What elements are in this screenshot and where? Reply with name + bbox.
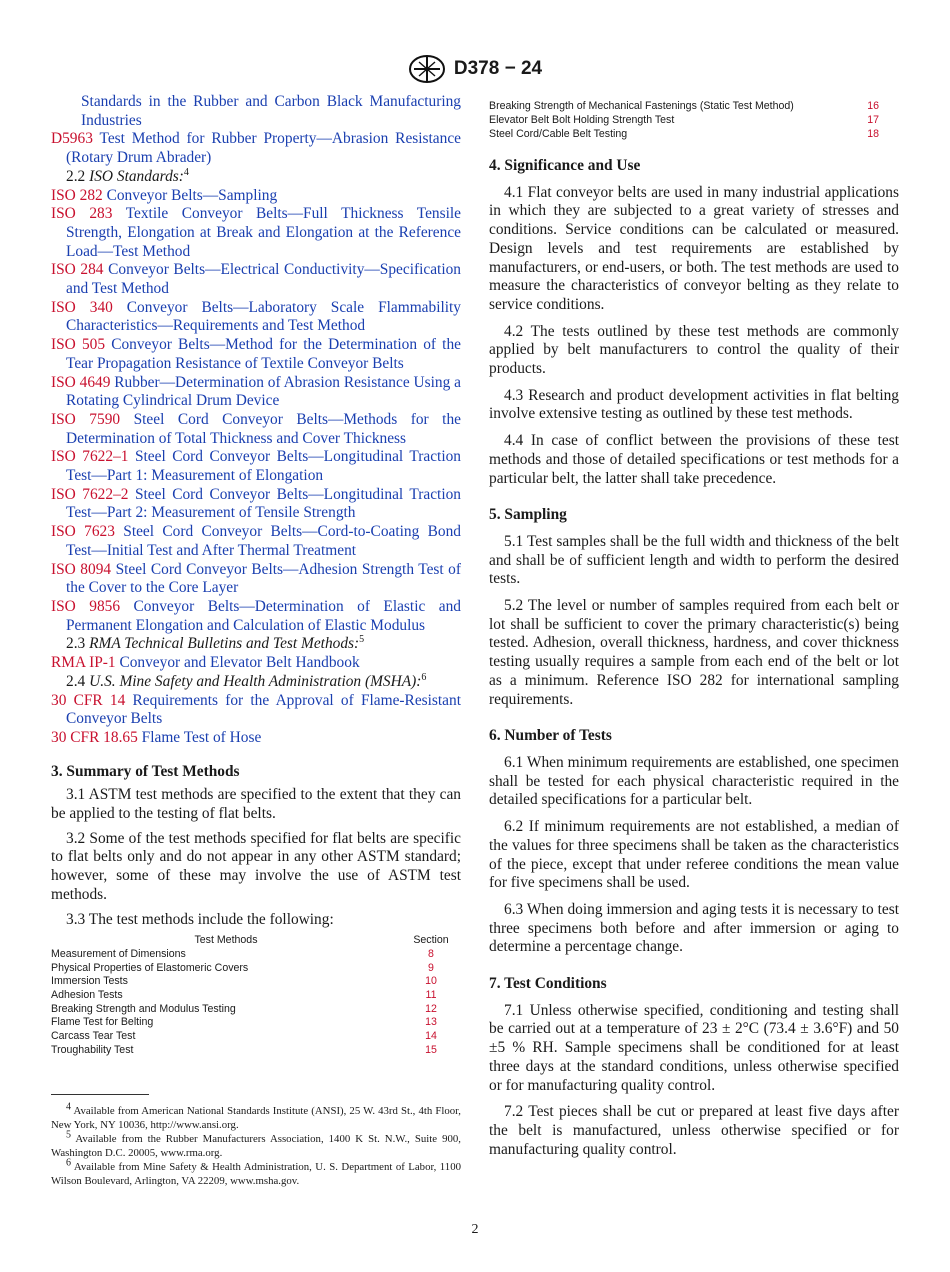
paragraph: 5.2 The level or number of samples required from each belt or lot shall be sufficient to cover the primary characteristic(s) being tested. Adhesion, overall thickness, hardness, and cover thickness testing usually requires a sample from each end of the belt or lot as a minimum. Reference ISO 282 for international sampling requirements. bbox=[489, 597, 899, 708]
left-column bbox=[51, 93, 461, 1058]
table-row bbox=[489, 113, 879, 127]
reference-title: Flame Test of Hose bbox=[141, 728, 262, 746]
table-row bbox=[51, 1030, 451, 1044]
reference-entry[interactable] bbox=[51, 187, 461, 206]
section-link[interactable]: 12 bbox=[425, 1002, 437, 1015]
paragraph: 6.1 When minimum requirements are established, one specimen shall be tested for each physical characteristic required in the detailed specifications for a particular belt. bbox=[489, 753, 899, 809]
subsection-heading: 2.2 ISO Standards:$^4$ bbox=[66, 166, 189, 185]
reference-code: ISO 340 bbox=[51, 298, 113, 316]
msha-reference-list bbox=[51, 692, 461, 748]
paragraph: 6.3 When doing immersion and aging tests it is necessary to test three specimens both before and after immersion or aging to determine a percentage change. bbox=[489, 900, 899, 956]
paragraph: 4.3 Research and product development activities in flat belting involve extensive testing as outlined by these test methods. bbox=[489, 386, 899, 423]
reference-entry[interactable] bbox=[51, 692, 461, 729]
reference-entry[interactable] bbox=[51, 486, 461, 523]
subsection-heading: 2.4 U.S. Mine Safety and Health Administration (MSHA):$^6$ bbox=[66, 671, 427, 690]
reference-entry[interactable] bbox=[51, 261, 461, 298]
reference-entry[interactable] bbox=[51, 654, 461, 673]
section-heading: 4. Significance and Use bbox=[489, 157, 641, 174]
footnotes bbox=[51, 1101, 461, 1190]
method-name: Breaking Strength of Mechanical Fastenings (Static Test Method) bbox=[489, 100, 794, 112]
page-header bbox=[0, 54, 950, 84]
reference-entry[interactable]: D5963 Test Method for Rubber Property—Abrasion Resistance (Rotary Drum Abrader) bbox=[51, 130, 461, 167]
table-row bbox=[51, 989, 451, 1003]
rma-reference-list bbox=[51, 654, 461, 673]
paragraph: 4.4 In case of conflict between the provisions of these test methods and those of detailed specifications or test methods for a particular belt, the latter shall take precedence. bbox=[489, 432, 899, 487]
reference-title: Conveyor and Elevator Belt Handbook bbox=[119, 654, 360, 672]
method-name: Breaking Strength and Modulus Testing bbox=[51, 1002, 236, 1015]
reference-code: ISO 7622–2 bbox=[51, 485, 129, 503]
reference-code: ISO 8094 bbox=[51, 560, 112, 578]
reference-code: ISO 282 bbox=[51, 186, 103, 204]
test-methods-table bbox=[51, 934, 451, 1057]
section-heading: 7. Test Conditions bbox=[489, 975, 607, 993]
section-link[interactable]: 18 bbox=[867, 128, 879, 140]
section-link[interactable]: 8 bbox=[428, 947, 434, 960]
reference-title: Textile Conveyor Belts—Full Thickness Tensile Strength, Elongation at Break and Elongation at the Reference Load—Test Method bbox=[66, 205, 461, 260]
reference-title: Conveyor Belts—Sampling bbox=[106, 186, 278, 204]
section-heading: 6. Number of Tests bbox=[489, 727, 612, 745]
section-link[interactable]: 15 bbox=[425, 1043, 437, 1056]
method-name: Measurement of Dimensions bbox=[51, 947, 186, 960]
method-name: Troughability Test bbox=[51, 1043, 134, 1056]
reference-title: Steel Cord Conveyor Belts—Adhesion Strength Test of the Cover to the Core Layer bbox=[66, 560, 461, 597]
section-heading: 3. Summary of Test Methods bbox=[51, 762, 240, 780]
document-id: D378 − 24 bbox=[453, 58, 543, 79]
section-heading: 5. Sampling bbox=[489, 506, 567, 524]
reference-entry[interactable] bbox=[51, 448, 461, 485]
section-link[interactable]: 13 bbox=[425, 1016, 437, 1029]
reference-title: Steel Cord Conveyor Belts—Cord-to-Coating Bond Test—Initial Test and After Thermal Treatment bbox=[66, 523, 461, 559]
reference-entry[interactable] bbox=[51, 336, 461, 373]
reference-entry[interactable] bbox=[51, 411, 461, 448]
table-row bbox=[489, 99, 879, 113]
paragraph: 7.1 Unless otherwise specified, conditioning and testing shall be carried out at a temperature of 23 ± 2°C (73.4 ± 3.6°F) and 50 ±5 % RH. Sample specimens shall be conditioned for at least three days at the standard conditions, unless otherwise specified or for manufacturing quality control. bbox=[489, 1001, 899, 1094]
paragraph: 3.3 The test methods include the following: bbox=[66, 910, 334, 928]
table-row bbox=[51, 1044, 451, 1058]
reference-title: Conveyor Belts—Determination of Elastic and Permanent Elongation and Calculation of Elastic Modulus bbox=[66, 597, 461, 634]
table-row bbox=[51, 948, 451, 962]
reference-title: Steel Cord Conveyor Belts—Longitudinal Traction Test—Part 2: Measurement of Tensile Strength bbox=[66, 485, 461, 522]
reference-entry[interactable] bbox=[51, 561, 461, 598]
table-row bbox=[489, 127, 879, 141]
section-link[interactable]: 10 bbox=[425, 975, 437, 988]
iso-reference-list bbox=[51, 187, 461, 636]
reference-code: 30 CFR 14 bbox=[51, 691, 126, 709]
reference-title: Conveyor Belts—Method for the Determination of the Tear Propagation Resistance of Textile Conveyor Belts bbox=[66, 336, 461, 372]
table-row bbox=[51, 1016, 451, 1030]
test-methods-table-continued bbox=[489, 99, 879, 141]
paragraph: 5.1 Test samples shall be the full width and thickness of the belt and shall be of sufficient length and width to perform the desired tests. bbox=[489, 532, 899, 588]
footnote: $^6$ Available from Mine Safety & Health Administration, U. S. Department of Labor, 1100 Wilson Boulevard, Arlington, VA 22209, www.msha.gov. bbox=[51, 1157, 461, 1187]
reference-title: Steel Cord Conveyor Belts—Longitudinal Traction Test—Part 1: Measurement of Elongation bbox=[66, 448, 461, 485]
reference-entry[interactable] bbox=[51, 205, 461, 261]
reference-entry[interactable] bbox=[51, 299, 461, 336]
method-name: Steel Cord/Cable Belt Testing bbox=[489, 128, 628, 140]
paragraph: 4.1 Flat conveyor belts are used in many industrial applications in which they are subjected to a great variety of stresses and conditions. Service conditions can be calculated or measured. Design levels and test requirements are established by manufacturers, or end-users, or both. The test methods are used to measure the characteristics of conveyor belting as they relate to service conditions. bbox=[489, 183, 899, 313]
reference-code: ISO 283 bbox=[51, 205, 113, 223]
footnote: $^4$ Available from American National Standards Institute (ANSI), 25 W. 43rd St., 4th Floor, New York, NY 10036, http://www.ansi.org. bbox=[51, 1101, 461, 1131]
table-row bbox=[51, 962, 451, 976]
paragraph: 4.2 The tests outlined by these test methods are commonly applied by belt manufacturers to control the quality of their products. bbox=[489, 322, 899, 378]
page-number: 2 bbox=[471, 1222, 479, 1237]
reference-code: ISO 7622–1 bbox=[51, 448, 129, 466]
paragraph: 6.2 If minimum requirements are not established, a median of the values for three specimens shall be taken as the characteristics of the piece, except that under referee conditions the mean value for five specimens shall be used. bbox=[489, 818, 899, 892]
paragraph: 7.2 Test pieces shall be cut or prepared at least five days after the belt is manufactured, unless otherwise specified or for manufacturing quality control. bbox=[489, 1103, 899, 1158]
reference-entry[interactable] bbox=[51, 598, 461, 635]
reference-code: ISO 505 bbox=[51, 336, 106, 354]
paragraph: 3.1 ASTM test methods are specified to the extent that they can be applied to the testing of flat belts. bbox=[51, 786, 461, 823]
footnote: $^5$ Available from the Rubber Manufacturers Association, 1400 K St. N.W., Suite 900, Washington D.C. 20005, www.rma.org. bbox=[51, 1129, 461, 1159]
reference-entry[interactable] bbox=[51, 729, 461, 748]
reference-code: ISO 4649 bbox=[51, 373, 111, 391]
method-name: Immersion Tests bbox=[51, 975, 128, 988]
section-link[interactable]: 16 bbox=[867, 100, 879, 112]
section-link[interactable]: 14 bbox=[425, 1030, 437, 1043]
astm-logo-icon bbox=[408, 54, 446, 84]
section-link[interactable]: 17 bbox=[867, 114, 879, 126]
reference-code: ISO 7590 bbox=[51, 410, 121, 428]
method-name: Flame Test for Belting bbox=[51, 1016, 154, 1029]
reference-title: Steel Cord Conveyor Belts—Methods for the Determination of Total Thickness and Cover Thickness bbox=[66, 410, 461, 447]
table-header: Test Methods Section bbox=[194, 934, 449, 947]
subsection-heading: 2.3 RMA Technical Bulletins and Test Methods:$^5$ bbox=[66, 634, 365, 653]
reference-entry[interactable] bbox=[51, 374, 461, 411]
method-name: Carcass Tear Test bbox=[51, 1030, 136, 1043]
reference-entry[interactable]: Standards in the Rubber and Carbon Black Manufacturing Industries bbox=[81, 93, 461, 129]
reference-code: 30 CFR 18.65 bbox=[51, 728, 138, 746]
method-name: Adhesion Tests bbox=[51, 989, 123, 1002]
reference-title: Requirements for the Approval of Flame-Resistant Conveyor Belts bbox=[66, 691, 461, 728]
right-column bbox=[489, 93, 899, 1159]
table-row bbox=[51, 975, 451, 989]
table-row bbox=[51, 1003, 451, 1017]
reference-title: Conveyor Belts—Electrical Conductivity—Specification and Test Method bbox=[66, 261, 461, 298]
section-link[interactable]: 11 bbox=[425, 989, 437, 1002]
reference-code: ISO 9856 bbox=[51, 597, 121, 615]
reference-code: RMA IP-1 bbox=[51, 654, 116, 672]
reference-entry[interactable] bbox=[51, 523, 461, 560]
reference-code: ISO 7623 bbox=[51, 523, 115, 541]
paragraph: 3.2 Some of the test methods specified for flat belts are specific to flat belts only and do not appear in any other ASTM standard; however, some of these may involve the use of ASTM test methods. bbox=[51, 829, 461, 903]
method-name: Physical Properties of Elastomeric Covers bbox=[51, 961, 249, 974]
footnote-divider bbox=[51, 1094, 149, 1095]
reference-code: ISO 284 bbox=[51, 261, 104, 279]
section-link[interactable]: 9 bbox=[428, 961, 434, 974]
reference-title: Conveyor Belts—Laboratory Scale Flammability Characteristics—Requirements and Test Method bbox=[66, 298, 462, 335]
method-name: Elevator Belt Bolt Holding Strength Test bbox=[489, 114, 675, 126]
reference-title: Rubber—Determination of Abrasion Resistance Using a Rotating Cylindrical Drum Device bbox=[66, 373, 461, 410]
